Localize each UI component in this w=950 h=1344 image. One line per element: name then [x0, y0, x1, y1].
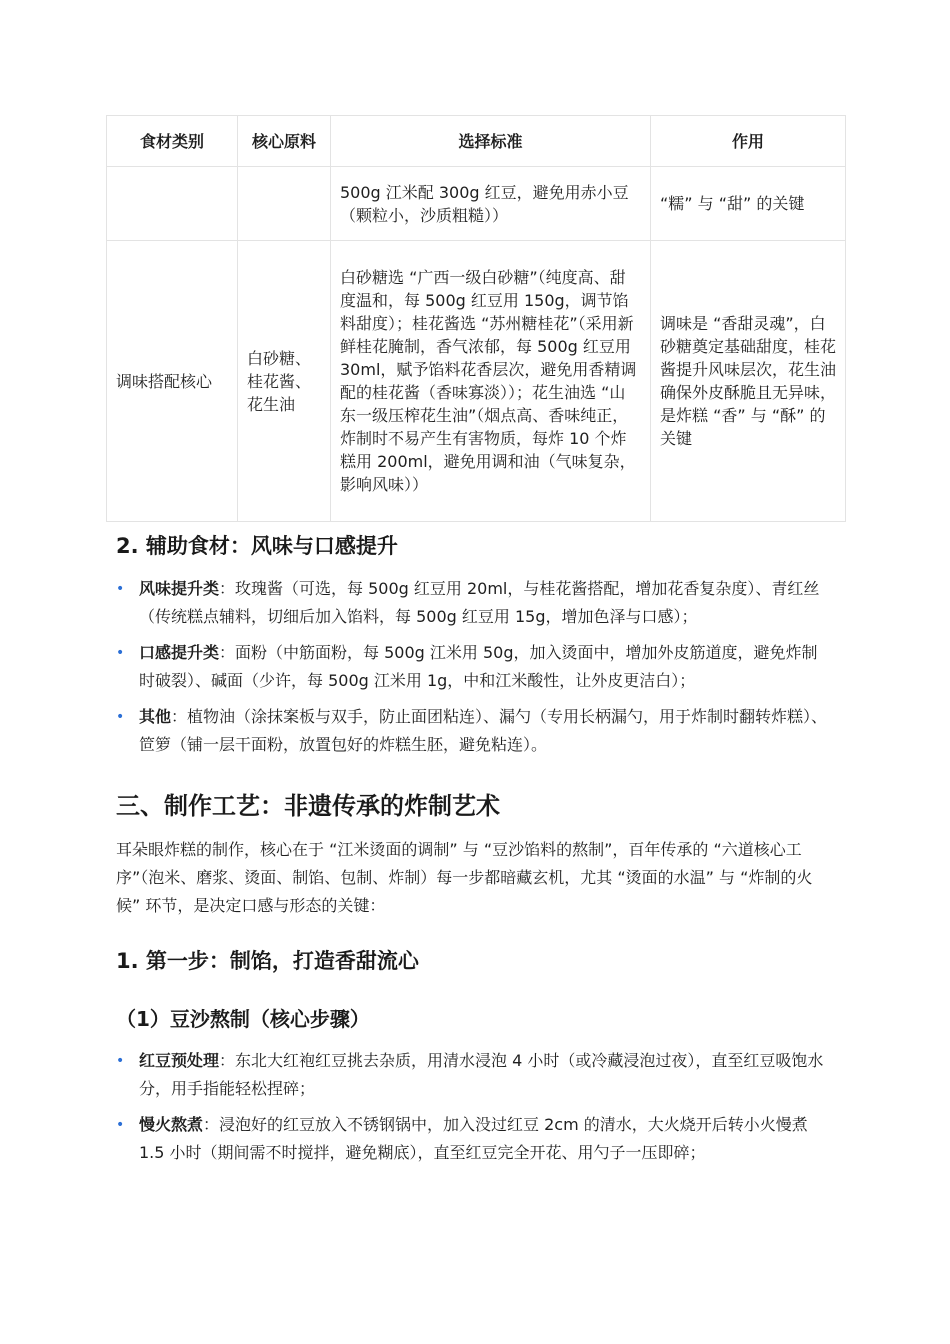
bullet-icon: •	[116, 1053, 125, 1069]
list-item	[116, 1047, 832, 1103]
bullet-icon: •	[116, 645, 125, 661]
header-material: 核心原料	[238, 116, 331, 167]
section-heading-auxiliary: 2. 辅助食材：风味与口感提升	[116, 534, 398, 558]
ingredients-table	[106, 115, 846, 522]
cell-effect: “糯” 与 “甜” 的关键	[651, 167, 846, 241]
table-row	[107, 167, 846, 241]
item-text: ：浸泡好的红豆放入不锈钢锅中，加入没过红豆 2cm 的清水，大火烧开后转小火慢煮 1.5 小时（期间需不时搅拌，避免糊底），直至红豆完全开花、用勺子一压即碎；	[139, 1115, 808, 1162]
header-standard: 选择标准	[331, 116, 651, 167]
process-intro: 耳朵眼炸糕的制作，核心在于 “江米烫面的调制” 与 “豆沙馅料的熬制”，百年传承的 “六道核心工序”（泡米、磨浆、烫面、制馅、包制、炸制）每一步都暗藏玄机，尤其 “烫面的水温” 与 “炸制的火候” 环节，是决定口感与形态的关键：	[116, 840, 813, 915]
bullet-icon: •	[116, 709, 125, 725]
bean-paste-steps	[116, 1047, 832, 1167]
item-text: ：玫瑰酱（可选，每 500g 红豆用 20ml，与桂花酱搭配，增加花香复杂度）、青红丝（传统糕点辅料，切细后加入馅料，每 500g 红豆用 15g，增加色泽与口感）；	[139, 579, 820, 626]
item-label: 风味提升类	[139, 579, 220, 598]
auxiliary-list	[116, 575, 832, 759]
step-heading-filling: 1. 第一步：制馅，打造香甜流心	[116, 949, 419, 973]
table-header-row	[107, 116, 846, 167]
item-text: ：东北大红袍红豆挑去杂质，用清水浸泡 4 小时（或冷藏浸泡过夜），直至红豆吸饱水分，用手指能轻松捏碎；	[139, 1051, 824, 1098]
item-label: 红豆预处理	[139, 1051, 220, 1070]
item-label: 慢火熬煮	[139, 1115, 204, 1134]
cell-material: 白砂糖、桂花酱、花生油	[238, 241, 331, 522]
subheading-bean-paste: （1）豆沙熬制（核心步骤）	[116, 1007, 370, 1031]
item-text: ：植物油（涂抹案板与双手，防止面团粘连）、漏勺（专用长柄漏勺，用于炸制时翻转炸糕）、笸箩（铺一层干面粉，放置包好的炸糕生胚，避免粘连）。	[139, 707, 828, 754]
section-heading-process: 三、制作工艺：非遗传承的炸制艺术	[116, 792, 500, 820]
bullet-icon: •	[116, 581, 125, 597]
cell-standard: 500g 江米配 300g 红豆，避免用赤小豆（颗粒小，沙质粗糙））	[331, 167, 651, 241]
bullet-icon: •	[116, 1117, 125, 1133]
list-item	[116, 703, 832, 759]
list-item	[116, 1111, 832, 1167]
header-effect: 作用	[651, 116, 846, 167]
cell-standard: 白砂糖选 “广西一级白砂糖”（纯度高、甜度温和，每 500g 红豆用 150g，调节馅料甜度）；桂花酱选 “苏州糖桂花”（采用新鲜桂花腌制，香气浓郁，每 500g 红豆用 30ml，赋予馅料花香层次，避免用香精调配的桂花酱（香味寡淡））；花生油选 “山东一级压榨花生油”（烟点高、香味纯正，炸制时不易产生有害物质，每炸 10 个炸糕用 200ml，避免用调和油（气味复杂，影响风味））	[331, 241, 651, 522]
header-category: 食材类别	[107, 116, 238, 167]
list-item	[116, 639, 832, 695]
item-label: 其他	[139, 707, 172, 726]
cell-material	[238, 167, 331, 241]
cell-effect: 调味是 “香甜灵魂”，白砂糖奠定基础甜度，桂花酱提升风味层次，花生油确保外皮酥脆且无异味，是炸糕 “香” 与 “酥” 的关键	[651, 241, 846, 522]
list-item	[116, 575, 832, 631]
item-label: 口感提升类	[139, 643, 220, 662]
cell-category	[107, 167, 238, 241]
item-text: ：面粉（中筋面粉，每 500g 江米用 50g，加入烫面中，增加外皮筋道度，避免炸制时破裂）、碱面（少许，每 500g 江米用 1g，中和江米酸性，让外皮更洁白）；	[139, 643, 818, 690]
table-row	[107, 241, 846, 522]
cell-category: 调味搭配核心	[107, 241, 238, 522]
